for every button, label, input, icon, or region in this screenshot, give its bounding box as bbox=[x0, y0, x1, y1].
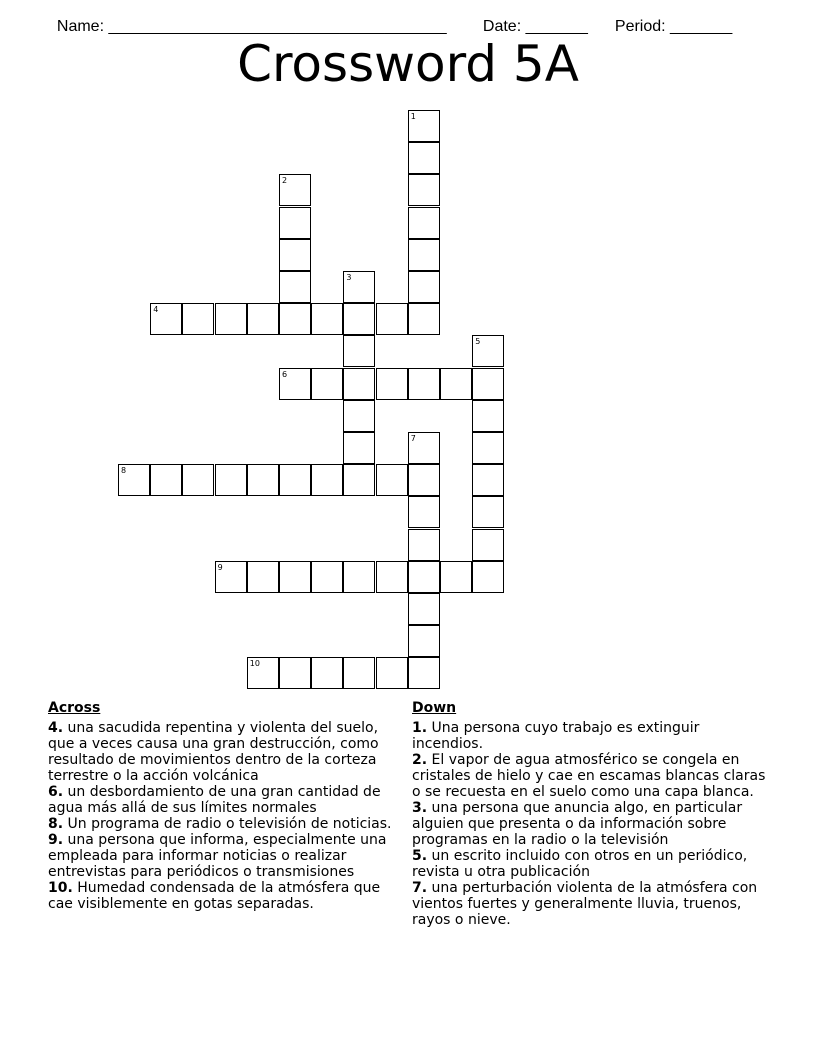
crossword-cell[interactable] bbox=[472, 561, 504, 593]
crossword-cell[interactable] bbox=[408, 561, 440, 593]
crossword-cell[interactable] bbox=[472, 529, 504, 561]
crossword-cell[interactable] bbox=[343, 368, 375, 400]
clue-item bbox=[412, 880, 772, 928]
clue-number: 3 bbox=[346, 273, 352, 282]
clue-item bbox=[48, 880, 408, 912]
crossword-cell[interactable] bbox=[215, 464, 247, 496]
clue-item-text: una sacudida repentina y violenta del suelo, que a veces causa una gran destrucción, como resultado de movimientos dentro de la corteza terrestre o la acción volcánica bbox=[48, 720, 379, 784]
crossword-cell[interactable] bbox=[472, 496, 504, 528]
clue-number: 6 bbox=[282, 369, 288, 379]
clue-item bbox=[412, 720, 772, 752]
clue-item-number: 1. bbox=[412, 720, 428, 736]
clue-number: 8 bbox=[121, 466, 127, 476]
clue-item-number: 8. bbox=[48, 816, 64, 832]
clue-item-text: un escrito incluido con otros en un periódico, revista u otra publicación bbox=[412, 848, 748, 880]
crossword-cell[interactable] bbox=[279, 174, 311, 206]
clue-item-number: 4. bbox=[48, 720, 64, 736]
crossword-cell[interactable] bbox=[247, 303, 279, 335]
clue-item-text: Un programa de radio o televisión de noticias. bbox=[63, 816, 392, 832]
across-heading: Across bbox=[48, 700, 101, 716]
crossword-cell[interactable] bbox=[408, 271, 440, 303]
crossword-cell[interactable] bbox=[408, 432, 440, 464]
period-field-label[interactable]: Period: _______ bbox=[614, 18, 733, 35]
crossword-cell[interactable] bbox=[215, 561, 247, 593]
clue-item-text: Una persona cuyo trabajo es extinguir incendios. bbox=[412, 720, 700, 752]
crossword-cell[interactable] bbox=[408, 625, 440, 657]
clue-number: 2 bbox=[282, 176, 288, 186]
crossword-cell[interactable] bbox=[279, 368, 311, 400]
crossword-cell[interactable] bbox=[472, 432, 504, 464]
crossword-cell[interactable] bbox=[247, 561, 279, 593]
crossword-cell[interactable] bbox=[343, 271, 375, 303]
crossword-cell[interactable] bbox=[343, 657, 375, 689]
crossword-cell[interactable] bbox=[472, 400, 504, 432]
crossword-cell[interactable] bbox=[279, 657, 311, 689]
crossword-cell[interactable] bbox=[343, 561, 375, 593]
clue-item-number: 10. bbox=[48, 880, 73, 896]
crossword-cell[interactable] bbox=[440, 561, 472, 593]
crossword-cell[interactable] bbox=[408, 657, 440, 689]
crossword-cell[interactable] bbox=[182, 303, 214, 335]
clue-item-number: 9. bbox=[48, 832, 64, 848]
crossword-cell[interactable] bbox=[440, 368, 472, 400]
page-title: Crossword 5A bbox=[237, 35, 579, 93]
clue-item-number: 6. bbox=[48, 784, 64, 800]
clue-number: 4 bbox=[153, 305, 159, 315]
clue-item-number: 5. bbox=[412, 848, 428, 864]
clue-item bbox=[412, 800, 772, 848]
crossword-cell[interactable] bbox=[408, 239, 440, 271]
crossword-cell[interactable] bbox=[343, 432, 375, 464]
crossword-cell[interactable] bbox=[408, 496, 440, 528]
crossword-cell[interactable] bbox=[343, 303, 375, 335]
clue-item-number: 2. bbox=[412, 752, 428, 768]
crossword-cell[interactable] bbox=[376, 368, 408, 400]
crossword-cell[interactable] bbox=[311, 561, 343, 593]
crossword-cell[interactable] bbox=[408, 142, 440, 174]
clue-item-text: Humedad condensada de la atmósfera que cae visiblemente en gotas separadas. bbox=[48, 880, 381, 912]
crossword-cell[interactable] bbox=[343, 464, 375, 496]
crossword-cell[interactable] bbox=[118, 464, 150, 496]
crossword-cell[interactable] bbox=[472, 464, 504, 496]
crossword-cell[interactable] bbox=[472, 368, 504, 400]
clue-number: 9 bbox=[217, 562, 223, 572]
crossword-cell[interactable] bbox=[279, 303, 311, 335]
down-heading: Down bbox=[412, 700, 457, 716]
crossword-cell[interactable] bbox=[279, 207, 311, 239]
clue-item bbox=[412, 848, 772, 880]
crossword-cell[interactable] bbox=[247, 464, 279, 496]
crossword-cell[interactable] bbox=[376, 657, 408, 689]
clue-item-text: El vapor de agua atmosférico se congela en cristales de hielo y cae en escamas blancas claras o se recuesta en el suelo como una capa blanca. bbox=[412, 752, 766, 800]
crossword-cell[interactable] bbox=[472, 335, 504, 367]
crossword-cell[interactable] bbox=[408, 207, 440, 239]
clue-item-text: un desbordamiento de una gran cantidad de agua más allá de sus límites normales bbox=[48, 784, 381, 816]
clue-item bbox=[412, 752, 772, 800]
crossword-cell[interactable] bbox=[408, 303, 440, 335]
crossword-cell[interactable] bbox=[376, 303, 408, 335]
crossword-cell[interactable] bbox=[311, 657, 343, 689]
crossword-cell[interactable] bbox=[279, 561, 311, 593]
crossword-cell[interactable] bbox=[247, 657, 279, 689]
clue-item bbox=[48, 784, 408, 816]
crossword-cell[interactable] bbox=[408, 529, 440, 561]
down-clues bbox=[412, 700, 772, 928]
crossword-cell[interactable] bbox=[408, 368, 440, 400]
crossword-cell[interactable] bbox=[150, 464, 182, 496]
crossword-cell[interactable] bbox=[311, 464, 343, 496]
clue-item-text: una perturbación violenta de la atmósfera con vientos fuertes y generalmente lluvia, truenos, rayos o nieve. bbox=[412, 880, 758, 928]
clue-item-text: una persona que informa, especialmente una empleada para informar noticias o realizar entrevistas para periódicos o transmisiones bbox=[48, 832, 387, 880]
crossword-cell[interactable] bbox=[408, 464, 440, 496]
date-field-label[interactable]: Date: _______ bbox=[482, 18, 588, 35]
name-field-label[interactable]: Name: ______________________________________ bbox=[56, 18, 447, 35]
crossword-cell[interactable] bbox=[311, 368, 343, 400]
clue-item bbox=[48, 816, 408, 832]
crossword-cell[interactable] bbox=[408, 174, 440, 206]
crossword-cell[interactable] bbox=[215, 303, 247, 335]
crossword-cell[interactable] bbox=[343, 400, 375, 432]
clue-item-text: una persona que anuncia algo, en particular alguien que presenta o da información sobre programas en la radio o la televisión bbox=[412, 800, 743, 848]
down-clue-list bbox=[412, 720, 772, 928]
clue-item-number: 7. bbox=[412, 880, 428, 896]
crossword-cell[interactable] bbox=[376, 561, 408, 593]
crossword-cell[interactable] bbox=[279, 239, 311, 271]
crossword-cell[interactable] bbox=[182, 464, 214, 496]
clue-number: 7 bbox=[410, 434, 416, 443]
across-clues bbox=[48, 700, 408, 912]
crossword-cell[interactable] bbox=[279, 464, 311, 496]
crossword-cell[interactable] bbox=[279, 271, 311, 303]
clue-item-number: 3. bbox=[412, 800, 428, 816]
crossword-cell[interactable] bbox=[343, 335, 375, 367]
clue-number: 10 bbox=[249, 659, 260, 669]
crossword-cell[interactable] bbox=[376, 464, 408, 496]
clue-number: 1 bbox=[410, 112, 416, 121]
crossword-cell[interactable] bbox=[408, 593, 440, 625]
clue-item bbox=[48, 832, 408, 880]
across-clue-list bbox=[48, 720, 408, 912]
crossword-cell[interactable] bbox=[150, 303, 182, 335]
crossword-cell[interactable] bbox=[408, 110, 440, 142]
crossword-cell[interactable] bbox=[311, 303, 343, 335]
clue-item bbox=[48, 720, 408, 784]
clue-number: 5 bbox=[475, 337, 481, 347]
